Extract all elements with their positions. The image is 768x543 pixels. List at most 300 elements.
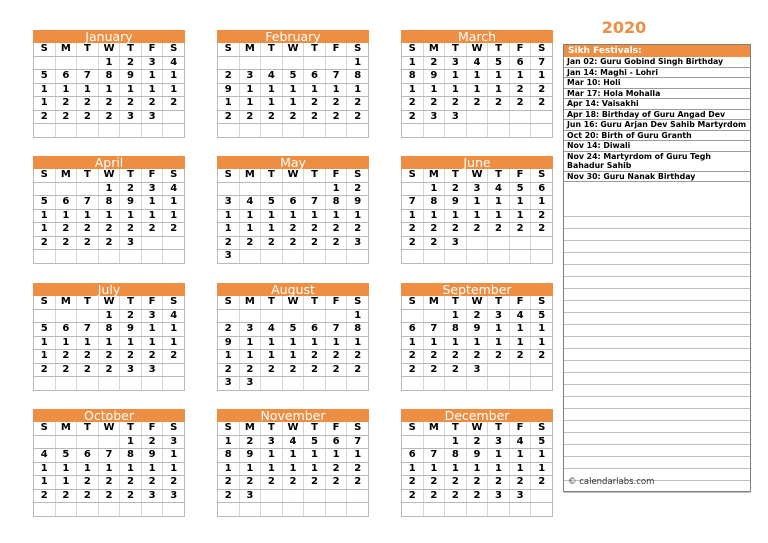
week-row — [218, 97, 369, 111]
day-cell: 2 — [141, 435, 163, 449]
weekday-header: S — [218, 43, 240, 56]
day-cell: 9 — [466, 323, 488, 337]
day-cell — [55, 503, 77, 517]
day-cell — [325, 489, 347, 503]
week-row — [402, 476, 553, 490]
week-row — [34, 110, 185, 124]
week-row — [218, 236, 369, 250]
day-cell: 1 — [55, 462, 77, 476]
day-cell: 2 — [98, 363, 120, 377]
day-cell — [34, 503, 56, 517]
weekday-header: T — [120, 169, 142, 182]
week-row — [402, 209, 553, 223]
day-cell: 2 — [98, 97, 120, 111]
day-cell: 2 — [423, 223, 445, 237]
note-line — [564, 361, 750, 373]
day-cell: 3 — [261, 435, 283, 449]
day-cell: 1 — [163, 449, 185, 463]
day-cell: 2 — [466, 489, 488, 503]
day-cell: 1 — [163, 209, 185, 223]
day-cell: 3 — [163, 435, 185, 449]
day-cell — [261, 489, 283, 503]
weekday-header: T — [304, 169, 326, 182]
day-cell: 7 — [347, 435, 369, 449]
day-cell: 8 — [98, 323, 120, 337]
week-row — [402, 97, 553, 111]
day-cell — [141, 236, 163, 250]
day-cell: 1 — [239, 209, 261, 223]
month-february — [217, 30, 369, 138]
day-cell: 2 — [347, 182, 369, 196]
day-cell: 8 — [325, 196, 347, 210]
weekday-header: S — [531, 169, 553, 182]
day-cell — [325, 56, 347, 70]
weekday-header: T — [304, 43, 326, 56]
day-cell — [34, 377, 56, 391]
day-cell: 1 — [55, 83, 77, 97]
day-cell: 2 — [77, 223, 99, 237]
month-may — [217, 156, 369, 264]
weekday-header: F — [325, 296, 347, 309]
weekday-header: S — [402, 169, 424, 182]
day-cell: 1 — [163, 83, 185, 97]
day-cell — [163, 124, 185, 138]
day-cell: 2 — [77, 110, 99, 124]
month-december — [401, 409, 553, 517]
month-october — [33, 409, 185, 517]
day-cell — [402, 182, 424, 196]
day-cell: 1 — [163, 196, 185, 210]
day-cell — [239, 503, 261, 517]
day-cell: 1 — [531, 462, 553, 476]
week-row — [34, 223, 185, 237]
day-cell: 1 — [304, 449, 326, 463]
day-cell — [239, 250, 261, 264]
day-cell: 8 — [98, 70, 120, 84]
day-cell: 1 — [488, 196, 510, 210]
day-cell — [466, 236, 488, 250]
day-cell: 2 — [325, 476, 347, 490]
day-cell: 7 — [325, 70, 347, 84]
day-cell: 1 — [347, 56, 369, 70]
month-march — [401, 30, 553, 138]
day-cell: 6 — [325, 435, 347, 449]
weekday-header: S — [34, 296, 56, 309]
day-cell — [98, 435, 120, 449]
week-row — [402, 56, 553, 70]
day-cell: 5 — [34, 323, 56, 337]
day-cell: 5 — [304, 435, 326, 449]
day-cell: 3 — [466, 182, 488, 196]
day-cell: 2 — [163, 350, 185, 364]
day-cell: 2 — [347, 110, 369, 124]
weekday-header: F — [325, 43, 347, 56]
day-cell: 4 — [163, 182, 185, 196]
note-line — [564, 205, 750, 217]
day-cell — [509, 377, 531, 391]
day-cell: 1 — [34, 462, 56, 476]
day-cell — [218, 124, 240, 138]
day-cell: 5 — [282, 323, 304, 337]
day-cell — [488, 503, 510, 517]
day-cell — [34, 309, 56, 323]
day-cell: 1 — [98, 83, 120, 97]
day-cell: 6 — [304, 70, 326, 84]
weekday-header: T — [120, 422, 142, 435]
day-cell — [347, 503, 369, 517]
day-cell: 2 — [141, 223, 163, 237]
day-cell: 1 — [77, 209, 99, 223]
day-cell — [531, 250, 553, 264]
day-cell: 9 — [466, 449, 488, 463]
week-row — [34, 363, 185, 377]
day-cell: 1 — [488, 323, 510, 337]
weekday-header: M — [239, 422, 261, 435]
day-cell — [488, 250, 510, 264]
weekday-header: W — [282, 43, 304, 56]
day-cell: 2 — [488, 350, 510, 364]
day-cell: 4 — [282, 435, 304, 449]
day-cell: 2 — [34, 236, 56, 250]
day-cell: 1 — [531, 336, 553, 350]
weekday-header: T — [120, 296, 142, 309]
weekday-header: S — [531, 43, 553, 56]
day-cell — [531, 124, 553, 138]
day-cell — [402, 435, 424, 449]
week-row — [218, 196, 369, 210]
day-cell — [77, 250, 99, 264]
day-cell: 1 — [282, 462, 304, 476]
day-cell: 2 — [120, 97, 142, 111]
day-cell: 1 — [531, 70, 553, 84]
day-cell: 1 — [98, 336, 120, 350]
day-cell — [445, 250, 467, 264]
day-cell: 2 — [239, 435, 261, 449]
note-line — [564, 409, 750, 421]
day-cell: 7 — [423, 449, 445, 463]
day-cell: 6 — [304, 323, 326, 337]
day-cell: 1 — [239, 462, 261, 476]
day-cell: 1 — [304, 83, 326, 97]
day-cell: 6 — [531, 182, 553, 196]
day-cell: 1 — [402, 56, 424, 70]
day-cell: 8 — [445, 323, 467, 337]
day-cell — [509, 110, 531, 124]
day-cell: 1 — [261, 449, 283, 463]
week-row — [34, 236, 185, 250]
day-cell: 7 — [77, 196, 99, 210]
day-cell: 1 — [98, 56, 120, 70]
day-cell: 1 — [141, 336, 163, 350]
week-row — [218, 70, 369, 84]
day-cell: 1 — [445, 435, 467, 449]
day-cell: 1 — [531, 323, 553, 337]
day-cell: 1 — [509, 449, 531, 463]
week-row — [402, 124, 553, 138]
day-cell: 2 — [282, 363, 304, 377]
weekday-header: S — [163, 169, 185, 182]
day-cell: 2 — [34, 363, 56, 377]
day-cell: 2 — [261, 363, 283, 377]
day-cell: 2 — [55, 363, 77, 377]
month-table — [401, 422, 553, 517]
day-cell: 2 — [325, 462, 347, 476]
day-cell: 1 — [423, 83, 445, 97]
day-cell: 6 — [77, 449, 99, 463]
day-cell: 9 — [218, 336, 240, 350]
day-cell: 5 — [261, 196, 283, 210]
day-cell — [163, 236, 185, 250]
day-cell — [34, 56, 56, 70]
day-cell: 2 — [445, 182, 467, 196]
month-table — [401, 43, 553, 138]
day-cell: 2 — [163, 476, 185, 490]
day-cell: 1 — [466, 209, 488, 223]
day-cell: 1 — [488, 70, 510, 84]
day-cell — [531, 363, 553, 377]
week-row — [402, 182, 553, 196]
day-cell — [261, 503, 283, 517]
festival-item: Apr 14: Vaisakhi — [564, 99, 750, 110]
day-cell: 3 — [445, 56, 467, 70]
day-cell — [163, 377, 185, 391]
note-line — [564, 289, 750, 301]
day-cell: 2 — [531, 476, 553, 490]
week-row — [218, 336, 369, 350]
day-cell: 9 — [423, 70, 445, 84]
day-cell: 2 — [77, 363, 99, 377]
weekday-header: S — [218, 422, 240, 435]
day-cell: 3 — [120, 236, 142, 250]
day-cell: 9 — [218, 83, 240, 97]
day-cell: 5 — [488, 56, 510, 70]
month-table — [217, 169, 369, 264]
day-cell: 2 — [55, 110, 77, 124]
week-row — [34, 182, 185, 196]
weekday-header: M — [423, 296, 445, 309]
day-cell: 9 — [120, 70, 142, 84]
day-cell: 3 — [488, 435, 510, 449]
day-cell — [325, 124, 347, 138]
day-cell — [325, 377, 347, 391]
day-cell: 1 — [325, 449, 347, 463]
festival-item: Mar 17: Hola Mohalla — [564, 89, 750, 100]
note-line — [564, 433, 750, 445]
day-cell: 2 — [120, 350, 142, 364]
day-cell — [282, 489, 304, 503]
day-cell: 3 — [163, 489, 185, 503]
weekday-header: T — [77, 422, 99, 435]
day-cell: 2 — [120, 476, 142, 490]
festival-item: Oct 20: Birth of Guru Granth — [564, 131, 750, 142]
day-cell: 2 — [98, 223, 120, 237]
day-cell: 5 — [531, 309, 553, 323]
day-cell — [34, 435, 56, 449]
week-row — [34, 350, 185, 364]
weekday-header: S — [531, 296, 553, 309]
day-cell: 2 — [282, 110, 304, 124]
note-line — [564, 253, 750, 265]
weekday-header: T — [445, 422, 467, 435]
day-cell: 8 — [98, 196, 120, 210]
day-cell — [163, 110, 185, 124]
month-title: April — [33, 156, 185, 169]
weekday-header: W — [98, 169, 120, 182]
day-cell: 1 — [34, 350, 56, 364]
day-cell: 2 — [445, 350, 467, 364]
day-cell: 2 — [466, 435, 488, 449]
day-cell: 2 — [77, 350, 99, 364]
weekday-header: S — [34, 422, 56, 435]
day-cell: 1 — [531, 449, 553, 463]
day-cell: 1 — [163, 70, 185, 84]
day-cell: 1 — [261, 83, 283, 97]
week-row — [402, 503, 553, 517]
day-cell: 9 — [120, 323, 142, 337]
day-cell: 7 — [98, 449, 120, 463]
day-cell — [488, 236, 510, 250]
day-cell: 2 — [325, 350, 347, 364]
festival-item: Apr 18: Birthday of Guru Angad Dev — [564, 110, 750, 121]
note-line — [564, 301, 750, 313]
weekday-header: W — [98, 43, 120, 56]
day-cell: 2 — [509, 83, 531, 97]
day-cell — [423, 250, 445, 264]
day-cell — [466, 250, 488, 264]
weekday-header: W — [466, 43, 488, 56]
day-cell: 2 — [531, 223, 553, 237]
day-cell: 1 — [120, 209, 142, 223]
day-cell: 1 — [239, 97, 261, 111]
day-cell: 4 — [509, 309, 531, 323]
week-row — [402, 489, 553, 503]
day-cell: 2 — [347, 350, 369, 364]
day-cell: 2 — [347, 223, 369, 237]
day-cell: 2 — [239, 236, 261, 250]
day-cell: 5 — [55, 449, 77, 463]
month-title: September — [401, 283, 553, 296]
day-cell: 1 — [423, 462, 445, 476]
day-cell: 1 — [34, 476, 56, 490]
weekday-header: F — [141, 296, 163, 309]
day-cell: 2 — [304, 97, 326, 111]
day-cell — [239, 56, 261, 70]
day-cell: 2 — [55, 489, 77, 503]
day-cell: 2 — [55, 97, 77, 111]
day-cell: 1 — [509, 209, 531, 223]
day-cell: 1 — [55, 336, 77, 350]
day-cell: 1 — [509, 70, 531, 84]
week-row — [402, 223, 553, 237]
week-row — [218, 449, 369, 463]
day-cell — [218, 182, 240, 196]
day-cell: 1 — [261, 209, 283, 223]
week-row — [218, 209, 369, 223]
day-cell: 2 — [531, 83, 553, 97]
day-cell: 2 — [325, 363, 347, 377]
month-title: February — [217, 30, 369, 43]
day-cell — [466, 503, 488, 517]
week-row — [402, 336, 553, 350]
day-cell: 2 — [77, 236, 99, 250]
month-july — [33, 283, 185, 391]
day-cell: 3 — [141, 309, 163, 323]
weekday-header: M — [423, 169, 445, 182]
weekday-header: S — [347, 169, 369, 182]
weekday-header: S — [163, 422, 185, 435]
day-cell: 1 — [163, 323, 185, 337]
day-cell — [120, 377, 142, 391]
day-cell: 1 — [445, 70, 467, 84]
month-table — [401, 169, 553, 264]
week-row — [218, 350, 369, 364]
week-row — [402, 363, 553, 377]
week-row — [34, 377, 185, 391]
day-cell: 1 — [239, 223, 261, 237]
day-cell — [282, 309, 304, 323]
day-cell: 3 — [488, 489, 510, 503]
festival-panel-title: Sikh Festivals: — [564, 45, 750, 57]
day-cell: 1 — [77, 336, 99, 350]
weekday-header: S — [402, 296, 424, 309]
day-cell — [261, 124, 283, 138]
weekday-header: M — [239, 169, 261, 182]
day-cell: 2 — [423, 489, 445, 503]
day-cell — [141, 503, 163, 517]
weekday-header: S — [347, 43, 369, 56]
weekday-header: F — [141, 422, 163, 435]
week-row — [34, 462, 185, 476]
day-cell: 8 — [445, 449, 467, 463]
day-cell: 1 — [77, 462, 99, 476]
day-cell: 2 — [402, 110, 424, 124]
day-cell — [77, 503, 99, 517]
day-cell: 2 — [141, 476, 163, 490]
week-row — [218, 124, 369, 138]
month-title: January — [33, 30, 185, 43]
day-cell: 6 — [509, 56, 531, 70]
week-row — [34, 196, 185, 210]
month-title: August — [217, 283, 369, 296]
day-cell: 1 — [120, 435, 142, 449]
day-cell: 4 — [509, 435, 531, 449]
day-cell: 1 — [239, 350, 261, 364]
day-cell: 1 — [141, 196, 163, 210]
note-line — [564, 325, 750, 337]
day-cell — [261, 309, 283, 323]
month-title: October — [33, 409, 185, 422]
day-cell: 1 — [325, 182, 347, 196]
week-row — [402, 236, 553, 250]
day-cell — [34, 182, 56, 196]
day-cell: 1 — [34, 336, 56, 350]
day-cell — [55, 435, 77, 449]
day-cell: 2 — [120, 309, 142, 323]
day-cell — [77, 309, 99, 323]
day-cell — [531, 377, 553, 391]
day-cell: 2 — [402, 476, 424, 490]
day-cell: 2 — [423, 350, 445, 364]
day-cell: 7 — [402, 196, 424, 210]
weekday-header: W — [466, 169, 488, 182]
day-cell: 2 — [218, 323, 240, 337]
day-cell: 1 — [34, 223, 56, 237]
day-cell — [488, 377, 510, 391]
day-cell — [531, 236, 553, 250]
week-row — [218, 56, 369, 70]
day-cell: 1 — [445, 336, 467, 350]
day-cell — [261, 377, 283, 391]
